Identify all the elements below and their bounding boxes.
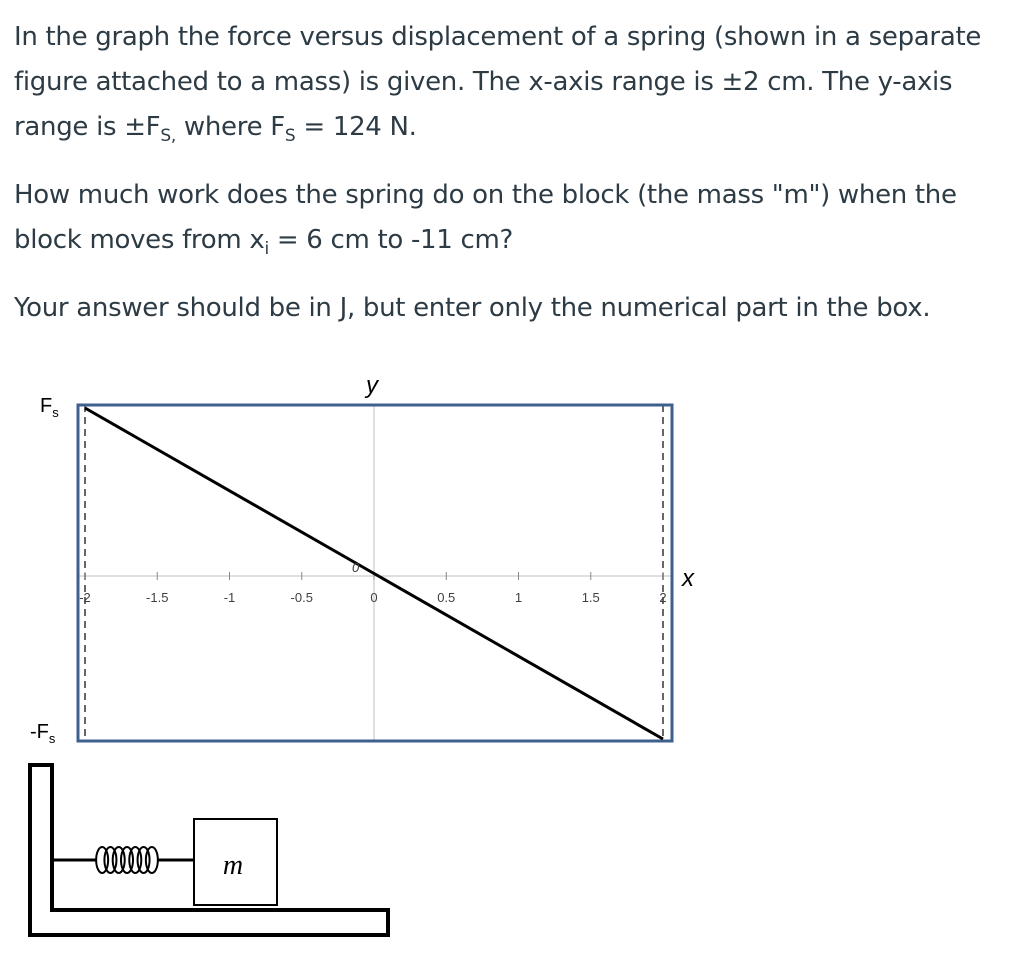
x-tick-label: 0.5 <box>437 590 456 605</box>
spring-coil <box>96 847 158 873</box>
x-tick-label: 1.5 <box>581 590 600 605</box>
y-tick-fs-top: $F_s$ <box>40 395 59 420</box>
x-tick-group <box>79 572 666 605</box>
spring-mass-diagram <box>30 765 388 935</box>
x-tick-label: 1 <box>514 590 523 605</box>
question-paragraph-1: In the graph the force versus displacement of a spring (shown in a separate figure attached to a mass) is given. The x-axis range is ±2 cm. The y-axis range is $\pm F_{S,}$ where $F_S = 124$ N. <box>14 22 982 147</box>
x-tick-label: -0.5 <box>290 590 313 605</box>
x-tick-label: 0 <box>370 590 378 605</box>
mass-label: m <box>222 850 244 881</box>
x-tick-label: -1.5 <box>146 590 169 605</box>
figure-spring-force-graph <box>0 360 720 950</box>
y-axis-name: y <box>366 372 378 399</box>
question-instruction: Your answer should be in J, but enter only the numerical part in the box. <box>14 293 931 323</box>
x-axis-name: x <box>682 565 694 592</box>
origin-label: 0 <box>352 560 360 575</box>
x-tick-label: -1 <box>223 590 236 605</box>
x-tick-label: -2 <box>79 590 91 605</box>
x-tick-label: 2 <box>659 590 667 605</box>
y-tick-fs-bottom: $-F_s$ <box>30 721 56 746</box>
question-paragraph-2: How much work does the spring do on the block (the mass "m") when the block moves from $x_i = 6$ cm to -11 cm? <box>14 180 957 260</box>
spring-coil-loop <box>146 847 158 873</box>
